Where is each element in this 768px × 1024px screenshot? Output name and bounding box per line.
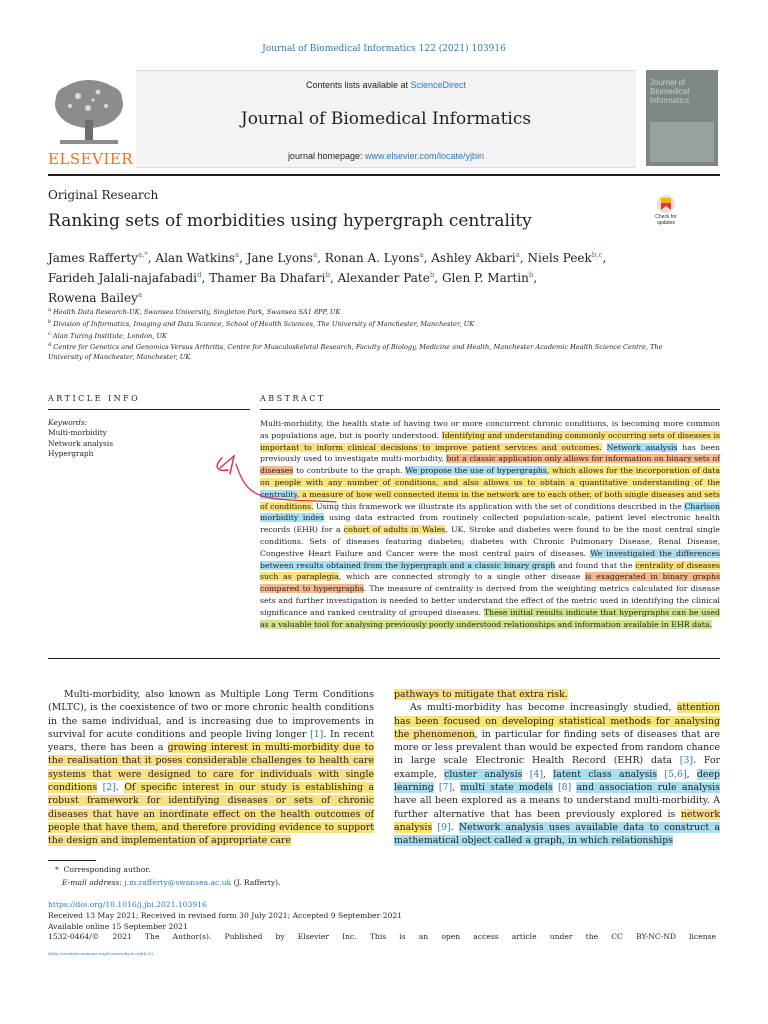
cover-title: Journal of Biomedical Informatics (650, 78, 690, 105)
affiliation-marker: b (48, 318, 52, 325)
abstract-heading: ABSTRACT (260, 394, 326, 403)
author-separator: , (423, 251, 432, 265)
author-affiliation-marker[interactable]: a (234, 251, 240, 259)
citation-link[interactable]: [2] (102, 782, 116, 794)
author-separator: , (317, 251, 325, 265)
highlighted-text: Of specific interest in our study is establishing a robust framework for identifying diseases or sets of chronic diseases that have an inordinate effect on the health outcomes of people that have them, and therefore providing evidence to support the design and implementation of appropriate care (48, 782, 374, 847)
author-affiliation-marker[interactable]: b (429, 271, 435, 279)
text-segment: , which are connected strongly to a single other disease (338, 572, 586, 582)
author-separator: , (329, 271, 338, 285)
homepage-line (136, 151, 636, 161)
author-name[interactable]: Glen P. Martin (441, 271, 529, 285)
author-name[interactable]: Niels Peek (527, 251, 592, 265)
license-link[interactable]: (http://creativecommons.org/licenses/by-nc-nd/4.0/). (48, 951, 155, 956)
homepage-link[interactable]: www.elsevier.com/locate/yjbin (365, 151, 485, 161)
affiliation-marker: c (48, 330, 51, 337)
author-name[interactable]: Ronan A. Lyons (324, 251, 420, 265)
affiliation-text: Centre for Genetics and Genomics Versus Arthritis, Centre for Musculoskeletal Research, Faculty of Biology, Medicine and Health, Manchester Academic Health Science Centre, The University of Manchester, Manchester, UK (48, 343, 663, 362)
highlighted-text: multi state models (460, 782, 553, 794)
text-segment: has been previously used to investigate multi-morbidity, (260, 442, 720, 464)
citation-link[interactable]: [7] (438, 782, 453, 794)
text-segment: Using this framework we illustrate its application with the set of conditions described in the (313, 501, 685, 511)
text-segment: . (450, 821, 459, 833)
journal-cover-icon[interactable] (646, 70, 718, 166)
affiliation-text: Division of Informatics, Imaging and Data Science, School of Health Sciences, The University of Manchester, Manchester, UK (51, 319, 475, 328)
text-segment: , (452, 782, 461, 794)
text-segment: As multi-morbidity has become increasingly studied, (410, 702, 677, 714)
footnote-rule (48, 860, 96, 861)
keyword: Network analysis (48, 438, 114, 448)
author-list (48, 247, 678, 307)
author-name[interactable]: Thamer Ba Dhafari (209, 271, 326, 285)
article-info-heading: ARTICLE INFO (48, 394, 141, 403)
crossmark-label (644, 214, 688, 226)
text-segment: . The measure of centrality is derived from the weighting metrics calculated for disease sets and further investigation is needed to better understand the effect of the metric used in identifying the clinical significance and ranked centrality of grouped diseases. (260, 584, 720, 617)
author-name[interactable]: Alexander Pate (337, 271, 430, 285)
text-segment: Multi-morbidity, the health state of having two or more concurrent chronic conditions, is becoming more common as populations age, but is poorly understood. (260, 419, 720, 440)
author-name[interactable]: Farideh Jalali-najafabadi (48, 271, 197, 285)
highlighted-text: Identifying and understanding commonly occurring sets of diseases is important to inform clinical decisions to improve patient services and outcomes. (260, 430, 720, 452)
text-segment: , (543, 768, 554, 780)
keywords-label: Keywords: (48, 418, 88, 427)
handwritten-arrow-annotation-icon (210, 452, 340, 528)
affiliation (48, 330, 688, 342)
author-affiliation-marker[interactable]: a (137, 291, 143, 299)
available-online: Available online 15 September 2021 (48, 921, 188, 931)
highlighted-text: growing interest in multi-morbidity due to the realisation that it poses considerable challenges to health care systems that were designed to care for individuals with single conditions (48, 742, 374, 794)
text-segment (602, 443, 607, 452)
author-separator: , (434, 271, 442, 285)
highlighted-text: and association rule analysis (576, 782, 720, 794)
contents-line (136, 80, 636, 90)
author-affiliation-marker[interactable]: d (196, 271, 202, 279)
text-segment (522, 769, 529, 780)
author-affiliation-marker[interactable]: b,c (591, 251, 603, 259)
masthead (48, 70, 720, 168)
article-title: Ranking sets of morbidities using hypergraph centrality (48, 211, 532, 231)
doi-link[interactable]: https://doi.org/10.1016/j.jbi.2021.103916 (48, 900, 207, 909)
text-segment: , UK. Stroke and diabetes were found to be the most central single conditions. Sets of diseases featuring diabetes; diabetes with Chronic Pulmonary Disease, Renal Disease, Congestive Heart Failure and Cancer were the most central pairs of diseases. (260, 525, 721, 558)
author-affiliation-marker[interactable]: a (419, 251, 424, 259)
highlighted-text: network analysis (394, 808, 720, 833)
author-affiliation-marker[interactable]: a,* (137, 251, 148, 259)
author-affiliation-marker[interactable]: a (515, 251, 520, 259)
author-separator: , (519, 251, 528, 265)
highlighted-text: is exaggerated in binary graphs compared to hypergraphs (260, 572, 720, 594)
citation-link[interactable]: [5,6] (664, 768, 687, 780)
text-segment: have all been explored as a means to understand multi-morbidity. A further alternative that has been previously explored is (394, 795, 720, 820)
author-affiliation-marker[interactable]: b (528, 271, 534, 279)
highlighted-text: deep learning (394, 768, 721, 794)
citation-link[interactable]: [4] (529, 768, 543, 780)
text-segment: to contribute to the graph. (293, 466, 406, 476)
top-rule (48, 174, 720, 176)
affiliation (48, 306, 688, 318)
abstract-bottom-rule (48, 658, 720, 659)
highlighted-text: , which allows for the incorporation of data on people with any number of conditions, and also allows us to obtain a quantitative understanding of the (260, 466, 720, 487)
author-name[interactable]: Jane Lyons (246, 251, 313, 265)
affiliation-marker: d (48, 342, 52, 349)
asterisk: * (55, 865, 59, 874)
author-affiliation-marker[interactable]: a (312, 251, 318, 259)
crossmark-label-1: Check for (655, 214, 677, 220)
sciencedirect-link[interactable]: ScienceDirect (410, 80, 467, 90)
affiliation-list (48, 306, 688, 363)
text-segment: , in particular for finding sets of diseases that are more or less prevalent than would be expected from random chance in large scale Electronic Health Record (EHR) data (394, 728, 720, 767)
body-column-right (394, 688, 720, 848)
article-info-rule (48, 409, 250, 410)
text-segment: . For example, (394, 755, 720, 780)
affiliation (48, 341, 688, 362)
highlighted-text: Network analysis uses available data to construct a mathematical object called a graph, in which relationships (394, 821, 720, 847)
body-column-left (48, 688, 374, 848)
author-separator: , (147, 251, 156, 265)
text-segment: , (686, 768, 697, 780)
journal-info-box (136, 70, 636, 168)
copyright-line: 1532-0464/© 2021 The Author(s). Published by Elsevier Inc. This is an open access article under the CC BY-NC-ND license (48, 932, 716, 942)
author-name[interactable]: Alan Watkins (155, 251, 235, 265)
email-link[interactable]: j.m.rafferty@swansea.ac.uk (124, 878, 232, 887)
author-affiliation-marker[interactable]: b (325, 271, 330, 279)
highlighted-text: cohort of adults in Wales (343, 525, 446, 535)
body-paragraph-continued (394, 688, 720, 701)
received-dates: Received 13 May 2021; Received in revised form 30 July 2021; Accepted 9 September 2021 (48, 910, 403, 920)
highlighted-text: latent class analysis (553, 768, 658, 780)
body-paragraph (394, 701, 720, 847)
corresponding-author-note (55, 865, 151, 874)
email-suffix: (J. Rafferty). (231, 878, 281, 887)
author-name[interactable]: Ashley Akbari (431, 251, 516, 265)
highlighted-text: pathways to mitigate that extra risk. (394, 689, 568, 700)
affiliation-marker: a (48, 307, 51, 313)
highlighted-text: but a classic application only allows for information on binary sets of diseases (260, 454, 720, 476)
crossmark-label-2: updates (657, 220, 675, 226)
citation-link[interactable]: [1] (310, 728, 324, 740)
affiliation (48, 318, 688, 330)
author-separator: , (239, 251, 247, 265)
affiliation-text: Health Data Research-UK, Swansea University, Singleton Park, Swansea SA1 8PP, UK (50, 308, 341, 317)
cover-artwork (650, 122, 714, 162)
keyword: Hypergraph (48, 449, 94, 458)
highlighted-text: attention has been focused on developing statistical methods for analysing the phenomenon (394, 702, 720, 740)
abstract-rule (260, 409, 720, 410)
author-name[interactable]: James Rafferty (48, 251, 138, 265)
homepage-prefix: journal homepage: (287, 151, 365, 161)
text-segment: and found that the (555, 560, 636, 570)
highlighted-text: Network analysis (606, 442, 678, 452)
affiliation-text: Alan Turing Institute, London, UK (50, 331, 167, 340)
author-name[interactable]: Rowena Bailey (48, 291, 138, 305)
highlighted-text: centrality (260, 489, 298, 499)
article-type: Original Research (48, 188, 159, 202)
corresponding-text: Corresponding author. (63, 865, 151, 874)
body-paragraph (48, 688, 374, 848)
text-segment: . In recent years, there has been a (48, 728, 374, 754)
highlighted-text: cluster analysis (444, 768, 523, 780)
highlighted-text: We propose the use of hypergraphs (405, 466, 547, 476)
citation-link[interactable]: [8] (557, 782, 572, 794)
publication-info (48, 900, 716, 943)
highlighted-text: These initial results indicate that hypergraphs can be used as a valuable tool for analysing previously poorly understood relationships and information available in EHR data. (260, 607, 720, 629)
highlighted-text: We investigated the differences between results obtained from the hypergraph and a classic binary graph (260, 548, 720, 570)
text-segment: using data extracted from routinely collected population-scale, patient level electronic health records (EHR) for a (260, 513, 720, 535)
crossmark-icon[interactable] (644, 193, 688, 229)
publisher-name: ELSEVIER (48, 150, 134, 168)
keyword: Multi-morbidity (48, 428, 107, 437)
text-segment: . (115, 782, 125, 794)
citation-link[interactable]: [9] (437, 821, 451, 833)
highlighted-text: , a measure of how well connected items in the network are to each other, of both single diseases and sets of conditions. (260, 489, 720, 511)
highlighted-text: centrality of diseases such as paraplegia (260, 560, 720, 582)
keyword-list (48, 428, 113, 460)
author-separator: , (602, 251, 607, 265)
email-label: E-mail address: (62, 878, 125, 887)
running-header[interactable]: Journal of Biomedical Informatics 122 (2021) 103916 (262, 44, 506, 54)
citation-link[interactable]: [3] (679, 755, 694, 767)
journal-title: Journal of Biomedical Informatics (240, 109, 532, 129)
highlighted-text: Charlson morbidity index (260, 501, 721, 523)
email-line (62, 878, 281, 887)
author-separator: , (201, 271, 210, 285)
text-segment: Multi-morbidity, also known as Multiple Long Term Conditions (MLTC), is the coexistence of two or more chronic health conditions in the same individual, and is increasing due to improvements in survival for acute conditions and people living longer (48, 689, 374, 740)
contents-prefix: Contents lists available at (305, 80, 411, 90)
author-separator: , (533, 271, 538, 285)
